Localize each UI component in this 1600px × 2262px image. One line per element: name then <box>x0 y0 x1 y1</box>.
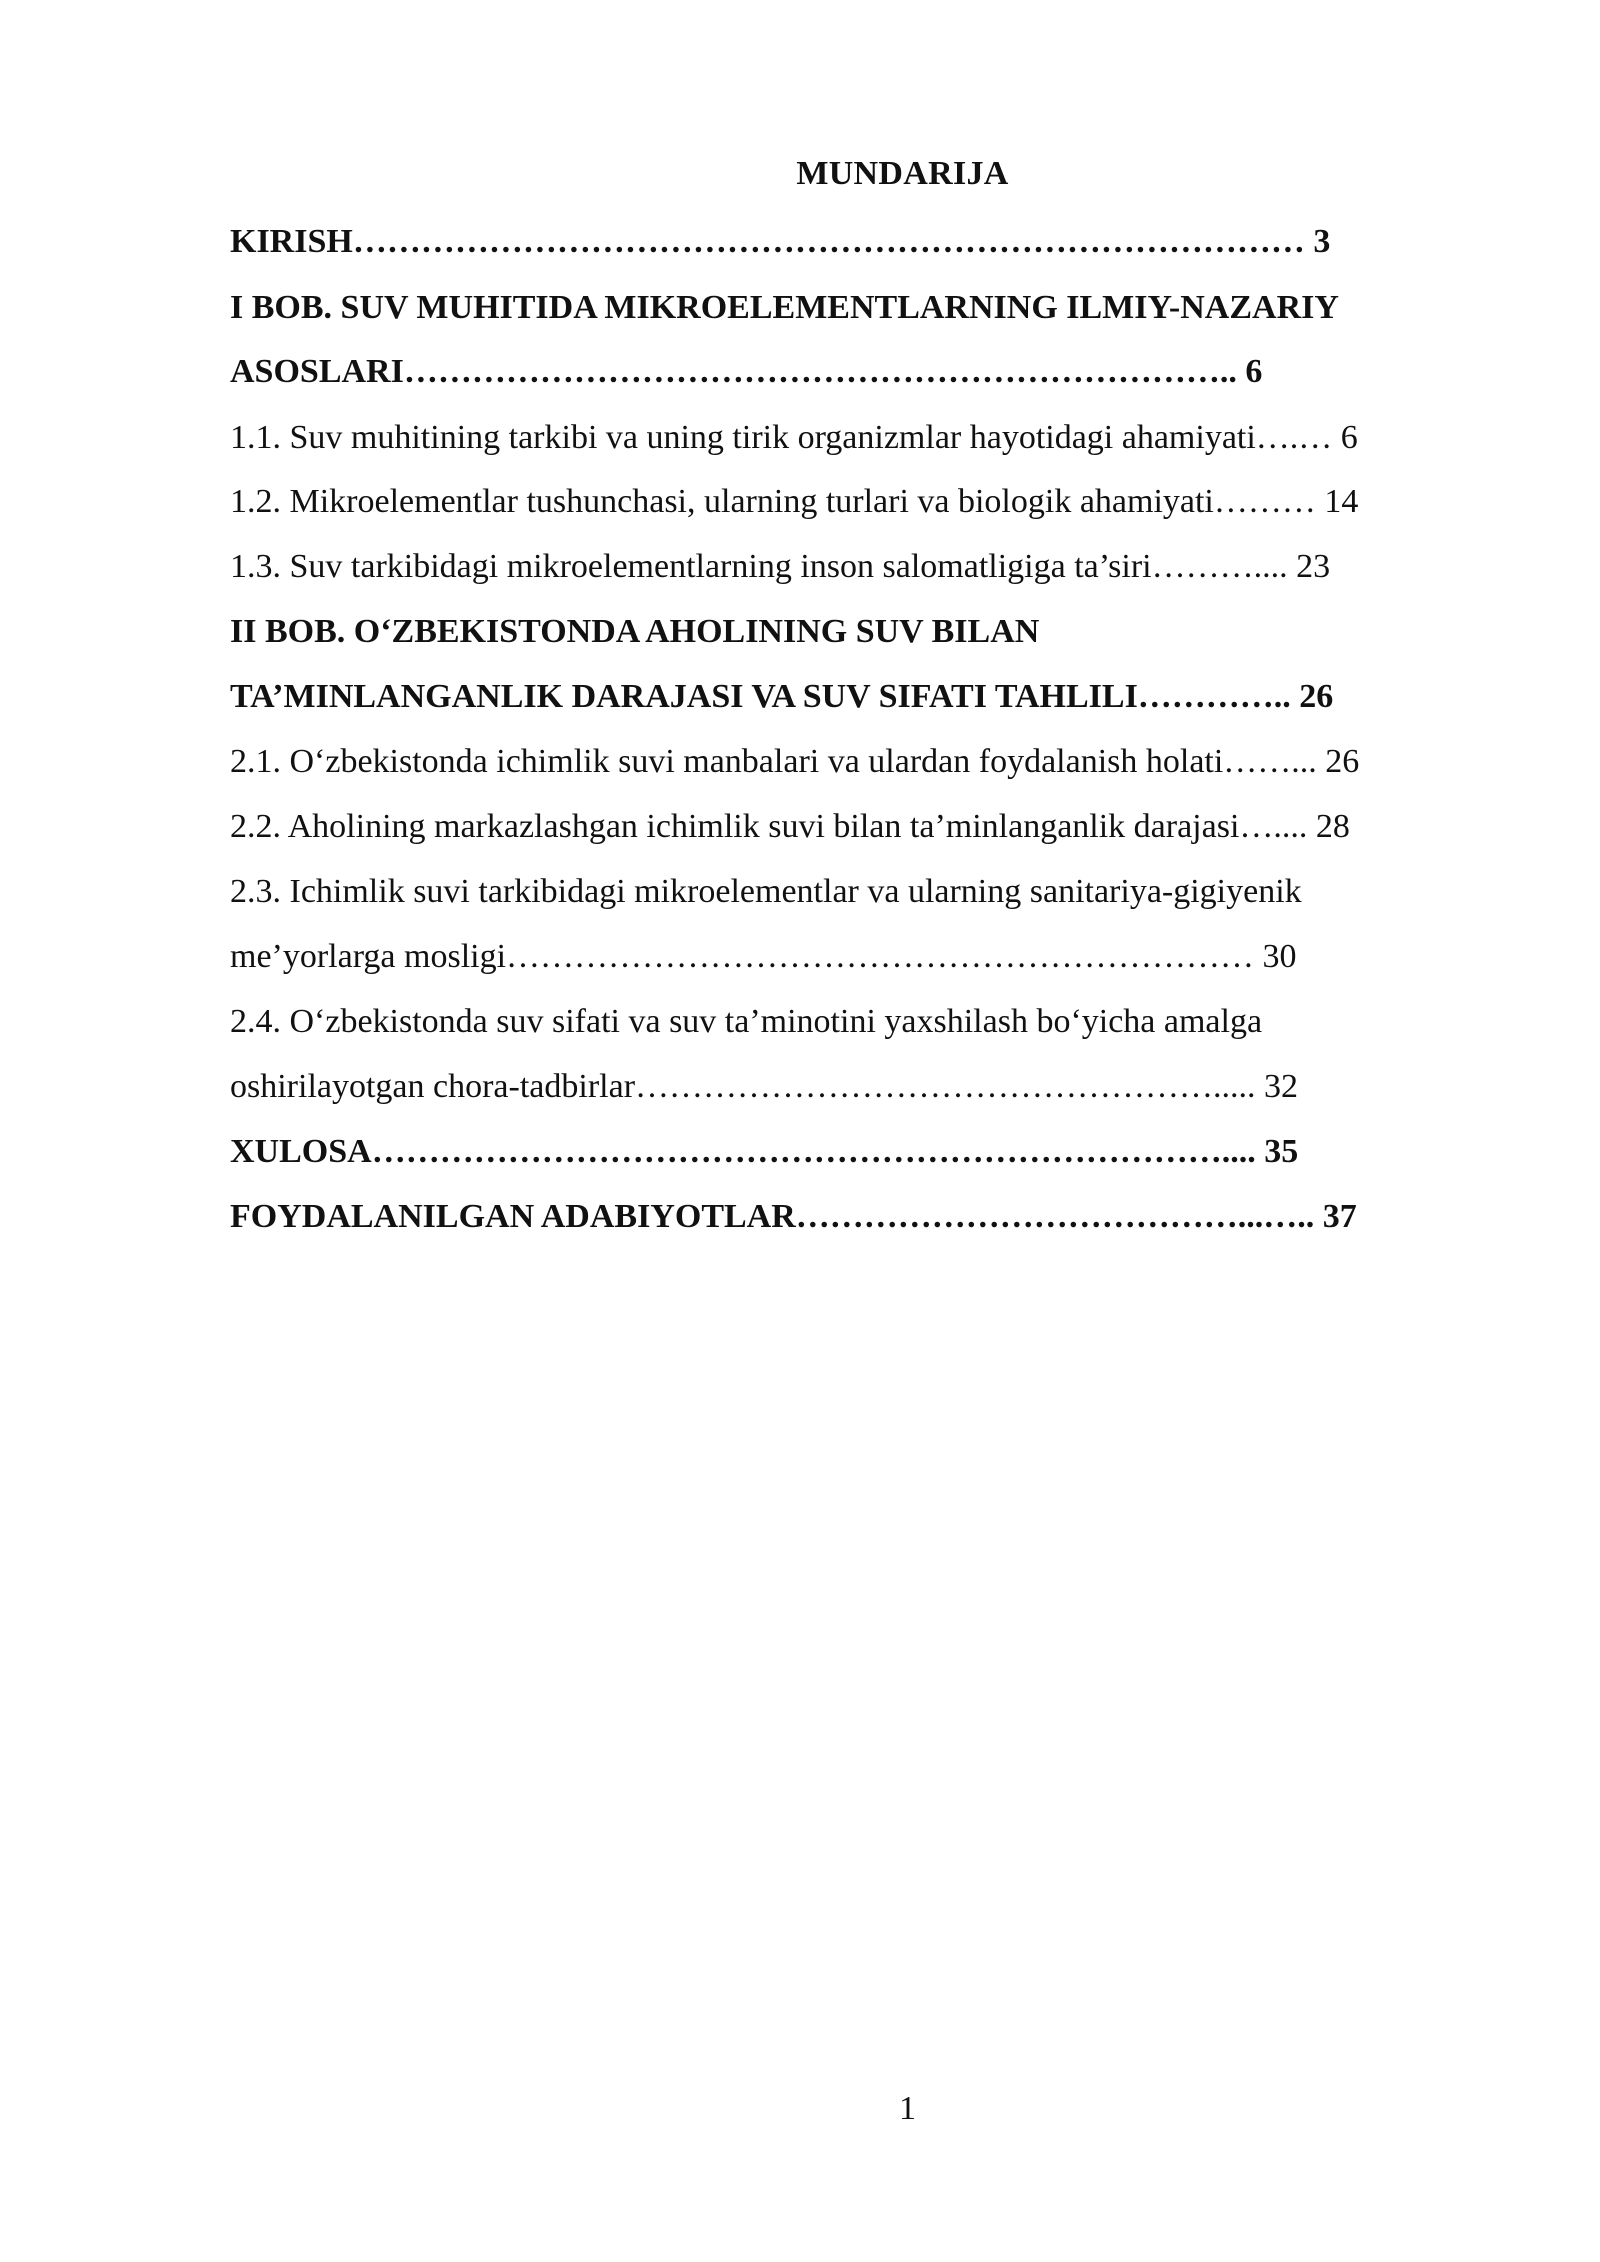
toc-entry-2-4-cont: oshirilayotgan chora-tadbirlar……………………………………………..... 32 <box>230 1068 1299 1105</box>
toc-entry-2-3: 2.3. Ichimlik suvi tarkibidagi mikroelementlar va ularning sanitariya-gigiyenik <box>230 873 1302 910</box>
toc-entry-2-2: 2.2. Aholining markazlashgan ichimlik suvi bilan ta’minlanganlik darajasi….... 28 <box>230 808 1350 845</box>
toc-entry-2-1: 2.1. O‘zbekistonda ichimlik suvi manbalari va ulardan foydalanish holati……... 26 <box>230 743 1360 780</box>
toc-entry-2-4: 2.4. O‘zbekistonda suv sifati va suv ta’minotini yaxshilash bo‘yicha amalga <box>230 1003 1263 1040</box>
toc-entry-1-2: 1.2. Mikroelementlar tushunchasi, ularning turlari va biologik ahamiyati……… 14 <box>230 483 1359 520</box>
toc-chapter-2-heading: II BOB. O‘ZBEKISTONDA AHOLINING SUV BILAN <box>230 613 1040 650</box>
page-number: 1 <box>899 2090 916 2127</box>
toc-entry-xulosa: XULOSA………………………………………………………………….... 35 <box>230 1133 1299 1170</box>
toc-chapter-2-heading-cont: TA’MINLANGANLIK DARAJASI VA SUV SIFATI TAHLILI………….. 26 <box>230 678 1334 715</box>
page-title: MUNDARIJA <box>796 155 1009 192</box>
toc-chapter-1-heading-cont: ASOSLARI……………………………………………………………….. 6 <box>230 353 1263 390</box>
toc-entry-kirish: KIRISH………………………………………………………………………… 3 <box>230 223 1331 260</box>
toc-entry-1-3: 1.3. Suv tarkibidagi mikroelementlarning inson salomatligiga ta’siri……….... 23 <box>230 548 1331 585</box>
toc-entry-adabiyotlar: FOYDALANILGAN ADABIYOTLAR…………………………………...….. 37 <box>230 1198 1357 1235</box>
toc-entry-2-3-cont: me’yorlarga mosligi………………………………………………………… 30 <box>230 938 1297 975</box>
toc-chapter-1-heading: I BOB. SUV MUHITIDA MIKROELEMENTLARNING ILMIY-NAZARIY <box>230 289 1339 326</box>
toc-entry-1-1: 1.1. Suv muhitining tarkibi va uning tirik organizmlar hayotidagi ahamiyati….… 6 <box>230 419 1358 456</box>
